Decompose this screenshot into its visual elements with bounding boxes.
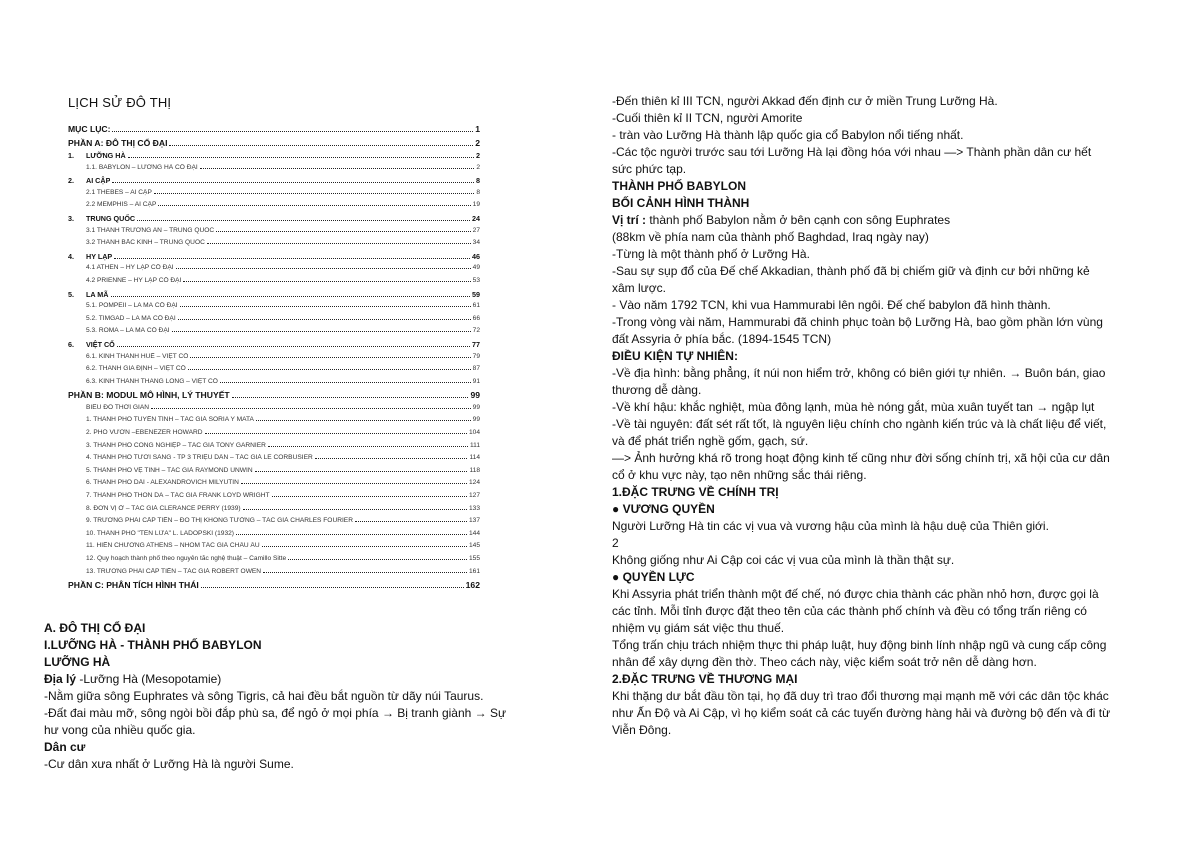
paragraph-text: LƯỠNG HÀ [44, 655, 111, 669]
paragraph [612, 229, 1112, 246]
paragraph-text: -Cuối thiên kỉ II TCN, người Amorite [612, 111, 803, 125]
inline-label: Địa lý [44, 672, 77, 686]
toc-entry-text [68, 124, 110, 134]
toc-dot-leader [111, 296, 471, 297]
toc-entry[interactable] [68, 327, 480, 340]
paragraph [612, 144, 1112, 178]
toc-entry-label: 2.1 THEBES – AI CẬP [86, 188, 152, 196]
paragraph-text: -Về địa hình: bằng phẳng, ít núi non hiểm trở, không có biên giới tự nhiên. → Buôn bán, giao thương dễ dàng. [612, 366, 1106, 397]
toc-entry[interactable] [68, 530, 480, 543]
toc-entry-text [68, 580, 199, 590]
paragraph [612, 552, 1112, 569]
toc-entry-text [68, 315, 176, 322]
paragraph-text: Không giống như Ai Cập coi các vị vua của mình là thần thật sự. [612, 553, 955, 567]
toc-dot-leader [200, 168, 475, 169]
toc-dot-leader [220, 382, 471, 383]
toc-entry[interactable] [68, 201, 480, 214]
toc-entry-text [68, 214, 135, 223]
inline-label: Vị trí : [612, 213, 647, 227]
paragraph-text: (88km về phía nam của thành phố Baghdad, Iraq ngày nay) [612, 230, 929, 244]
toc-entry-label: TRUNG QUỐC [86, 213, 136, 223]
table-of-contents [68, 124, 480, 594]
toc-entry-label: VIỆT CỔ [86, 339, 115, 349]
toc-entry-label: 1. THÀNH PHỐ TUYẾN TÍNH – TÁC GIẢ SORIA Y MATA [86, 416, 254, 424]
toc-entry-label: 7. THÀNH PHỐ THÔN DÃ – TÁC GIẢ FRANK LOYD WRIGHT [86, 491, 270, 499]
toc-entry-text [68, 151, 126, 160]
paragraph-text: Dân cư [44, 740, 86, 754]
toc-page-number: 145 [468, 542, 480, 550]
toc-entry[interactable] [68, 542, 480, 555]
toc-entry-number: 6. [68, 339, 74, 349]
toc-page-number: 133 [468, 504, 480, 512]
toc-entry-text [68, 378, 218, 385]
toc-entry[interactable] [68, 214, 480, 227]
toc-dot-leader [207, 243, 471, 244]
paragraph [612, 246, 1112, 263]
toc-entry[interactable] [68, 404, 480, 417]
toc-dot-leader [169, 145, 473, 146]
paragraph [44, 705, 524, 739]
toc-dot-leader [288, 559, 467, 560]
toc-dot-leader [112, 182, 474, 183]
toc-entry-text [68, 353, 188, 360]
toc-dot-leader [180, 306, 471, 307]
toc-dot-leader [315, 458, 468, 459]
toc-entry-label: 12. Quy hoạch thành phố theo nguyên tắc nghệ thuật – Camillo Sitte [86, 554, 287, 562]
toc-page-number: 59 [472, 289, 480, 299]
toc-dot-leader [137, 220, 470, 221]
toc-entry[interactable] [68, 378, 480, 391]
section-heading [44, 637, 524, 654]
toc-entry-text [68, 555, 286, 562]
toc-dot-leader [114, 258, 470, 259]
toc-entry-label: MỤC LỤC: [68, 124, 111, 134]
paragraph-text: - tràn vào Lưỡng Hà thành lập quốc gia cổ Babylon nổi tiếng nhất. [612, 128, 964, 142]
toc-page-number: 118 [469, 466, 480, 474]
section-heading [612, 501, 1112, 518]
toc-dot-leader [151, 408, 471, 409]
paragraph-text: 2.ĐẶC TRƯNG VỀ THƯƠNG MẠI [612, 672, 798, 686]
toc-dot-leader [154, 193, 474, 194]
toc-page-number: 144 [468, 529, 480, 537]
toc-page-number: 99 [470, 390, 480, 401]
paragraph-text: thành phố Babylon nằm ở bên cạnh con sông Euphrates [646, 213, 951, 227]
toc-entry[interactable] [68, 239, 480, 252]
toc-page-number: 114 [469, 454, 480, 462]
toc-page-number: 77 [472, 339, 480, 349]
toc-entry[interactable] [68, 580, 480, 594]
toc-entry-label: 13. TRƯỜNG PHÁI CẤP TIẾN – TÁC GIẢ ROBERT OWEN [86, 567, 262, 575]
paragraph [44, 756, 524, 773]
toc-entry-text [68, 416, 254, 423]
toc-dot-leader [178, 319, 471, 320]
toc-dot-leader [112, 131, 473, 132]
paragraph [612, 416, 1112, 450]
toc-entry-label: PHẦN B: MODUL MÔ HÌNH, LÝ THUYẾT [68, 390, 230, 401]
toc-page-number: 61 [472, 302, 480, 310]
paragraph-text: A. ĐÔ THỊ CỔ ĐẠI [44, 621, 146, 635]
toc-page-number: 66 [472, 314, 480, 322]
toc-entry-text [68, 390, 230, 400]
document-title: LỊCH SỬ ĐÔ THỊ [68, 95, 172, 110]
toc-entry-label: 6.3. KINH THÀNH THĂNG LONG – VIỆT CỔ [86, 377, 218, 385]
toc-entry-label: 4. THÀNH PHỐ TƯƠI SÁNG - TP 3 TRIỆU DÂN – TÁC GIẢ LE CORBUSIER [86, 454, 313, 462]
toc-page-number: 79 [472, 352, 480, 360]
paragraph-text: 1.ĐẶC TRƯNG VỀ CHÍNH TRỊ [612, 485, 779, 499]
toc-page-number: 2 [476, 151, 480, 160]
toc-page-number: 34 [472, 239, 480, 247]
paragraph-text: Tổng trấn chịu trách nhiệm thực thi pháp luật, huy động binh lính nhập ngũ và cung cấp công nhân để xây dựng đền thờ. Theo cách này, việc kiểm soát trở nên dễ dàng hơn. [612, 638, 1107, 669]
toc-entry-text [68, 404, 149, 411]
toc-entry-text [68, 252, 112, 261]
toc-entry[interactable] [68, 505, 480, 518]
toc-page-number: 19 [472, 201, 480, 209]
toc-page-number: 104 [468, 428, 480, 436]
toc-entry-label: 10. THÀNH PHỐ "TÊN LỬA" L. LADOPSKI (1932) [86, 529, 234, 537]
paragraph-text: -Sau sự sụp đổ của Đế chế Akkadian, thành phố đã bị chiếm giữ và định cư bởi những kẻ xâm lược. [612, 264, 1090, 295]
toc-entry-text [68, 479, 239, 486]
toc-dot-leader [241, 483, 467, 484]
toc-entry-label: AI CẬP [86, 176, 111, 186]
toc-entry-number: 3. [68, 213, 74, 223]
toc-entry-label: PHẦN A: ĐÔ THỊ CỔ ĐẠI [68, 137, 168, 148]
toc-entry[interactable] [68, 252, 480, 265]
toc-entry-label: 3.2 THÀNH BẮC KINH – TRUNG QUỐC [86, 239, 205, 247]
toc-entry-text [68, 189, 152, 196]
paragraph-text: Khi thặng dư bắt đầu tồn tại, họ đã duy trì trao đổi thương mại mạnh mẽ với các dân tộc khác như Ấn Độ và Ai Cập, vì họ kiểm soát cả các tuyến đường hàng hải và đường bộ đến và đi từ Viễn Đông. [612, 689, 1111, 737]
toc-page-number: 111 [469, 441, 480, 449]
toc-entry-label: 2.2 MEMPHIS – AI CẬP [86, 201, 157, 209]
toc-entry-label: 5.1. POMPEII – LA MÃ CỔ ĐẠI [86, 302, 178, 310]
toc-page-number: 162 [465, 580, 480, 591]
paragraph-text: - Vào năm 1792 TCN, khi vua Hammurabi lên ngôi. Đế chế babylon đã hình thành. [612, 298, 1051, 312]
toc-page-number: 2 [475, 137, 480, 148]
toc-dot-leader [183, 281, 470, 282]
toc-entry-text [68, 302, 178, 309]
toc-entry[interactable] [68, 390, 480, 404]
toc-entry[interactable] [68, 315, 480, 328]
paragraph-text: -Lưỡng Hà (Mesopotamie) [76, 672, 222, 686]
toc-entry[interactable] [68, 264, 480, 277]
paragraph-text: Người Lưỡng Hà tin các vị vua và vương hậu của mình là hậu duệ của Thiên giới. [612, 519, 1049, 533]
toc-entry-label: 5.3. ROMA – LA MÃ CỔ ĐẠI [86, 327, 170, 335]
paragraph [612, 637, 1112, 671]
paragraph-text: I.LƯỠNG HÀ - THÀNH PHỐ BABYLON [44, 638, 262, 652]
toc-dot-leader [243, 509, 467, 510]
toc-entry[interactable] [68, 479, 480, 492]
toc-dot-leader [216, 231, 470, 232]
section-heading [612, 195, 1112, 212]
toc-page-number: 161 [468, 567, 480, 575]
toc-page-number: 27 [472, 226, 480, 234]
toc-dot-leader [268, 446, 468, 447]
toc-entry[interactable] [68, 189, 480, 202]
toc-dot-leader [272, 496, 467, 497]
toc-page-number: 72 [472, 327, 480, 335]
paragraph-text: —> Ảnh hưởng khá rõ trong hoạt động kinh tế cũng như đời sống chính trị, xã hội của cư dân cổ ở khu vực này, tạo nên những sắc thái riêng. [612, 451, 1110, 482]
toc-entry[interactable] [68, 176, 480, 189]
paragraph [612, 314, 1112, 348]
toc-dot-leader [117, 346, 470, 347]
section-heading [612, 569, 1112, 586]
toc-entry[interactable] [68, 151, 480, 164]
toc-page-number: 2 [476, 163, 480, 171]
paragraph-text: -Nằm giữa sông Euphrates và sông Tigris, cả hai đều bắt nguồn từ dãy núi Taurus. [44, 689, 484, 703]
toc-entry-text [68, 277, 181, 284]
toc-dot-leader [201, 587, 464, 588]
paragraph [612, 263, 1112, 297]
paragraph-text: ● VƯƠNG QUYỀN [612, 502, 715, 516]
toc-entry-text [68, 568, 261, 575]
section-heading [612, 671, 1112, 688]
toc-entry-label: 3.1 THÀNH TRƯỜNG AN – TRUNG QUỐC [86, 226, 215, 234]
toc-entry-text [68, 505, 241, 512]
toc-entry-label: 11. HIẾN CHƯƠNG ATHENS – NHÓM TÁC GIẢ CHÂU ÂU [86, 542, 260, 550]
toc-entry-text [68, 517, 353, 524]
toc-entry-label: 6. THÀNH PHỐ DẢI - ALEXANDROVICH MILYUTIN [86, 479, 239, 487]
toc-dot-leader [256, 420, 471, 421]
toc-entry[interactable] [68, 277, 480, 290]
toc-dot-leader [128, 157, 474, 158]
paragraph-text: -Từng là một thành phố ở Lưỡng Hà. [612, 247, 810, 261]
paragraph [612, 212, 1112, 229]
paragraph-text: ĐIỀU KIỆN TỰ NHIÊN: [612, 349, 738, 363]
toc-dot-leader [172, 331, 471, 332]
paragraph [612, 93, 1112, 110]
toc-dot-leader [190, 357, 470, 358]
paragraph [612, 450, 1112, 484]
toc-entry-label: PHẦN C: PHÂN TÍCH HÌNH THÁI [68, 580, 199, 591]
paragraph-text: 2 [612, 536, 619, 550]
toc-dot-leader [158, 205, 470, 206]
toc-dot-leader [236, 534, 467, 535]
paragraph [612, 399, 1112, 416]
toc-entry-label: LƯỠNG HÀ [86, 151, 126, 160]
toc-page-number: 1 [475, 124, 480, 134]
toc-entry-label: 2. PHỐ VƯỜN –EBENEZER HOWARD [86, 428, 203, 436]
toc-entry[interactable] [68, 517, 480, 530]
paragraph [612, 365, 1112, 399]
toc-entry-text [68, 327, 170, 334]
paragraph [612, 518, 1112, 535]
toc-entry-text [68, 530, 234, 537]
toc-entry-text [68, 227, 214, 234]
toc-entry-label: 5. THÀNH PHỐ VỆ TINH – TÁC GIẢ RAYMOND UNWIN [86, 466, 253, 474]
toc-entry-label: 4.2 PRIENNE – HY LẠP CỔ ĐẠI [86, 276, 182, 284]
toc-entry-text [68, 239, 205, 246]
toc-entry-text [68, 442, 266, 449]
toc-entry[interactable] [68, 416, 480, 429]
toc-entry[interactable] [68, 353, 480, 366]
toc-entry-label: LA MÃ [86, 289, 109, 299]
section-heading [44, 739, 524, 756]
paragraph-text: -Trong vòng vài năm, Hammurabi đã chinh phục toàn bộ Lưỡng Hà, bao gồm phần lớn vùng đất Assyria ở phía bắc. (1894-1545 TCN) [612, 315, 1103, 346]
section-heading [612, 178, 1112, 195]
toc-page-number: 137 [468, 517, 480, 525]
toc-entry-text [68, 492, 270, 499]
toc-entry-label: 9. TRƯỜNG PHÁI CẤP TIẾN – ĐÔ THỊ KHÔNG TƯỞNG – TÁC GIẢ CHARLES FOURIER [86, 517, 353, 525]
toc-entry-text [68, 290, 109, 299]
toc-entry-label: 3. THÀNH PHỐ CÔNG NGHIỆP – TÁC GIẢ TONY GARNIER [86, 441, 266, 449]
toc-entry-text [68, 176, 110, 185]
toc-entry-number: 5. [68, 289, 74, 299]
section-heading [44, 654, 524, 671]
paragraph-text: Khi Assyria phát triển thành một đế chế, nó được chia thành các phần nhỏ hơn, được gọi là các tỉnh. Mỗi tỉnh được đặt theo tên của các thành phố chính và đều có tổng trấn riêng có nhiệm vụ giám sát việc thu thuế. [612, 587, 1099, 635]
toc-entry[interactable] [68, 492, 480, 505]
left-column [68, 95, 480, 594]
section-heading [612, 484, 1112, 501]
toc-entry-text [68, 264, 174, 271]
toc-page-number: 87 [472, 365, 480, 373]
paragraph-text: -Đất đai màu mỡ, sông ngòi bồi đắp phù sa, để ngỏ ở mọi phía → Bị tranh giành → Sự hư vong của nhiều quốc gia. [44, 706, 507, 737]
paragraph-text: -Đến thiên kỉ III TCN, người Akkad đến định cư ở miền Trung Lưỡng Hà. [612, 94, 998, 108]
toc-entry[interactable] [68, 454, 480, 467]
toc-dot-leader [188, 369, 471, 370]
paragraph-text: -Cư dân xưa nhất ở Lưỡng Hà là người Sume. [44, 757, 294, 771]
toc-entry[interactable] [68, 467, 480, 480]
paragraph [612, 297, 1112, 314]
toc-entry[interactable] [68, 138, 480, 152]
toc-entry-number: 4. [68, 251, 74, 261]
toc-entry[interactable] [68, 442, 480, 455]
toc-entry[interactable] [68, 555, 480, 568]
toc-entry[interactable] [68, 124, 480, 138]
paragraph [612, 110, 1112, 127]
toc-page-number: 91 [472, 377, 480, 385]
toc-page-number: 8 [476, 188, 480, 196]
right-column-text [612, 93, 1112, 739]
toc-entry[interactable] [68, 340, 480, 353]
toc-dot-leader [355, 521, 467, 522]
toc-entry-label: 8. ĐƠN VỊ Ở – TÁC GIẢ CLERANCE PERRY (1939) [86, 504, 241, 512]
section-heading [612, 348, 1112, 365]
toc-entry-number: 2. [68, 176, 74, 186]
toc-dot-leader [232, 397, 469, 398]
toc-entry-text [68, 340, 115, 349]
toc-entry[interactable] [68, 429, 480, 442]
toc-page-number: 46 [472, 251, 480, 261]
toc-entry[interactable] [68, 568, 480, 581]
paragraph-text: THÀNH PHỐ BABYLON [612, 179, 746, 193]
toc-page-number: 155 [468, 554, 480, 562]
paragraph-text: BỐI CẢNH HÌNH THÀNH [612, 196, 750, 210]
toc-page-number: 24 [472, 213, 480, 223]
paragraph [612, 535, 1112, 552]
paragraph-text: ● QUYỀN LỰC [612, 570, 695, 584]
paragraph-text: -Về tài nguyên: đất sét rất tốt, là nguyên liệu chính cho ngành kiến trúc và là chất liệu để viết, và để phát triển nghề gốm, gạch, sứ. [612, 417, 1107, 448]
toc-entry[interactable] [68, 227, 480, 240]
toc-entry-text [68, 454, 313, 461]
toc-entry-text [68, 429, 203, 436]
toc-entry-label: 5.2. TIMGAD – LA MÃ CỔ ĐẠI [86, 314, 176, 322]
toc-entry[interactable] [68, 302, 480, 315]
section-a-text [44, 620, 524, 773]
toc-entry-label: 4.1 ATHEN – HY LẠP CỔ ĐẠI [86, 264, 174, 272]
toc-entry-label: 6.1. KINH THÀNH HUẾ – VIỆT CỔ [86, 352, 189, 360]
section-heading [44, 620, 524, 637]
toc-page-number: 99 [472, 403, 480, 411]
toc-dot-leader [263, 572, 467, 573]
toc-page-number: 127 [468, 491, 480, 499]
paragraph [612, 688, 1112, 739]
paragraph-text: -Các tộc người trước sau tới Lưỡng Hà lại đồng hóa với nhau —> Thành phần dân cư hết sức phức tạp. [612, 145, 1092, 176]
toc-page-number: 99 [472, 416, 480, 424]
toc-page-number: 8 [476, 176, 480, 186]
toc-entry-text [68, 164, 198, 171]
toc-dot-leader [262, 546, 467, 547]
toc-page-number: 124 [468, 479, 480, 487]
paragraph [612, 127, 1112, 144]
toc-entry-number: 1. [68, 151, 74, 160]
paragraph [44, 671, 524, 688]
paragraph [612, 586, 1112, 637]
paragraph [44, 688, 524, 705]
toc-entry[interactable] [68, 290, 480, 303]
toc-entry-text [68, 467, 253, 474]
toc-entry-text [68, 201, 156, 208]
toc-entry-text [68, 138, 167, 148]
toc-dot-leader [205, 433, 467, 434]
toc-page-number: 53 [472, 276, 480, 284]
toc-entry-label: 1.1. BABYLON – LƯỠNG HÀ CỔ ĐẠI [86, 163, 198, 171]
toc-entry-label: BIỂU ĐỒ THỜI GIAN [86, 403, 150, 411]
toc-entry[interactable] [68, 164, 480, 177]
toc-entry-label: 6.2. THÀNH GIA ĐỊNH – VIỆT CỔ [86, 365, 186, 373]
toc-dot-leader [176, 268, 471, 269]
toc-entry-text [68, 365, 186, 372]
toc-page-number: 49 [472, 264, 480, 272]
toc-entry[interactable] [68, 365, 480, 378]
toc-entry-text [68, 542, 260, 549]
toc-entry-label: HY LẠP [86, 251, 113, 261]
toc-dot-leader [255, 471, 468, 472]
paragraph-text: -Về khí hậu: khắc nghiệt, mùa đông lạnh, mùa hè nóng gắt, mùa xuân tuyết tan → ngập lụt [612, 400, 1095, 414]
